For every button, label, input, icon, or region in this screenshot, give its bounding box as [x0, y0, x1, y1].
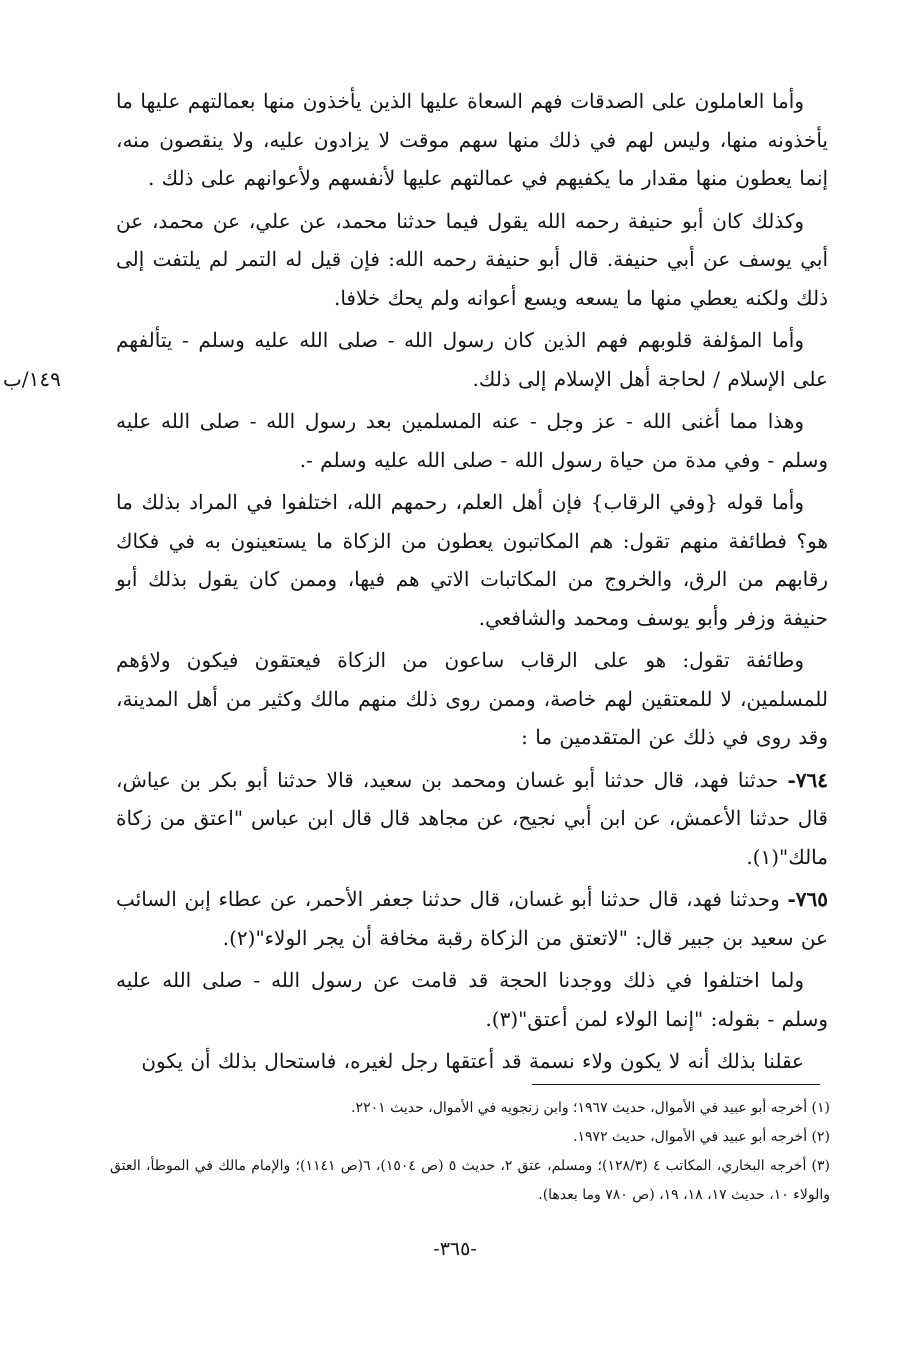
paragraph-taifa: وطائفة تقول: هو على الرقاب ساعون من الزكاة فيعتقون فيكون ولاؤهم للمسلمين، لا للمعتقين لهم خاصة، وممن روى ذلك منهم مالك وكثير من أهل المدينة، وقد روى في ذلك عن المتقدمين ما :	[116, 648, 828, 749]
hadith-764	[116, 761, 828, 877]
main-text	[3, 82, 829, 1085]
paragraph-muallafa: وأما المؤلفة قلوبهم فهم الذين كان رسول الله - صلى الله عليه وسلم - يتألفهم على الإسلام / لحاجة أهل الإسلام إلى ذلك.	[116, 328, 828, 391]
folio-margin-note: ١٤٩/ب	[3, 367, 61, 391]
page-number: -٣٦٥-	[433, 1238, 477, 1260]
hadith-number: ٧٦٤-	[787, 767, 828, 792]
paragraph-riqab: وأما قوله {وفي الرقاب} فإن أهل العلم، رحمهم الله، اختلفوا في المراد بذلك ما هو؟ فطائفة منهم تقول: هم المكاتبون يعطون من الزكاة ما يستعينون به في فكاك رقابهم من الرق، والخروج من المكاتبات الاتي هم فيها، وممن كان يقول بذلك أبو حنيفة وزفر وأبو يوسف ومحمد والشافعي.	[116, 490, 828, 630]
paragraph-aghna: وهذا مما أغنى الله - عز وجل - عنه المسلمين بعد رسول الله - صلى الله عليه وسلم - وفي مدة من حياة رسول الله - صلى الله عليه وسلم -.	[116, 409, 828, 472]
paragraph-amilun: وأما العاملون على الصدقات فهم السعاة عليها الذين يأخذون منها بعمالتهم عليها ما يأخذونه منها، وليس لهم في ذلك منها سهم موقت لا يزادون عليه، ولا ينقصون منه، إنما يعطون منها مقدار ما يكفيهم في عمالتهم عليها لأنفسهم ولأعوانهم على ذلك .	[116, 89, 828, 190]
footnote-separator	[532, 1084, 820, 1085]
paragraph-aqalna: عقلنا بذلك أنه لا يكون ولاء نسمة قد أعتقها رجل لغيره، فاستحال بذلك أن يكون	[141, 1049, 804, 1073]
footnotes	[110, 1094, 830, 1210]
footnote-3: (٣) أخرجه البخاري، المكاتب ٤ (١٢٨/٣)؛ ومسلم، عتق ٢، حديث ٥ (ص ١٥٠٤)، ٦(ص ١١٤١)؛ والإمام مالك في الموطأ، العتق والولاء ١٠، حديث ١٧، ١٨، ١٩، (ص ٧٨٠ وما بعدها).	[110, 1158, 831, 1203]
hadith-number: ٧٦٥-	[787, 887, 829, 911]
hadith-text: وحدثنا فهد، قال حدثنا أبو غسان، قال حدثنا جعفر الأحمر، عن عطاء إبن السائب عن سعيد بن جبير قال: "لاتعتق من الزكاة رقبة مخافة أن يجر الولاء"(٢).	[116, 887, 828, 950]
hadith-text: حدثنا فهد، قال حدثنا أبو غسان ومحمد بن سعيد، قالا حدثنا أبو بكر بن عياش، قال حدثنا الأعمش، عن ابن أبي نجيح، عن مجاهد قال قال ابن عباس "اعتق من زكاة مالك"(١).	[116, 767, 828, 869]
footnote-1: (١) أخرجه أبو عبيد في الأموال، حديث ١٩٦٧؛ وابن زنجويه في الأموال، حديث ٢٢٠١.	[351, 1100, 830, 1116]
paragraph-ikhtilaf: ولما اختلفوا في ذلك ووجدنا الحجة قد قامت عن رسول الله - صلى الله عليه وسلم - بقوله: "إنما الولاء لمن أعتق"(٣).	[116, 968, 828, 1031]
paragraph-abu-hanifa: وكذلك كان أبو حنيفة رحمه الله يقول فيما حدثنا محمد، عن علي، عن محمد، عن أبي يوسف عن أبي حنيفة. قال أبو حنيفة رحمه الله: فإن قيل له التمر لم يلتفت إلى ذلك ولكنه يعطي منها ما يسعه ويسع أعوانه ولم يحك خلافا.	[116, 208, 828, 310]
footnote-2: (٢) أخرجه أبو عبيد في الأموال، حديث ١٩٧٢.	[573, 1129, 830, 1145]
hadith-765	[116, 880, 828, 957]
paragraph-muallafa-wrapper	[3, 321, 828, 398]
